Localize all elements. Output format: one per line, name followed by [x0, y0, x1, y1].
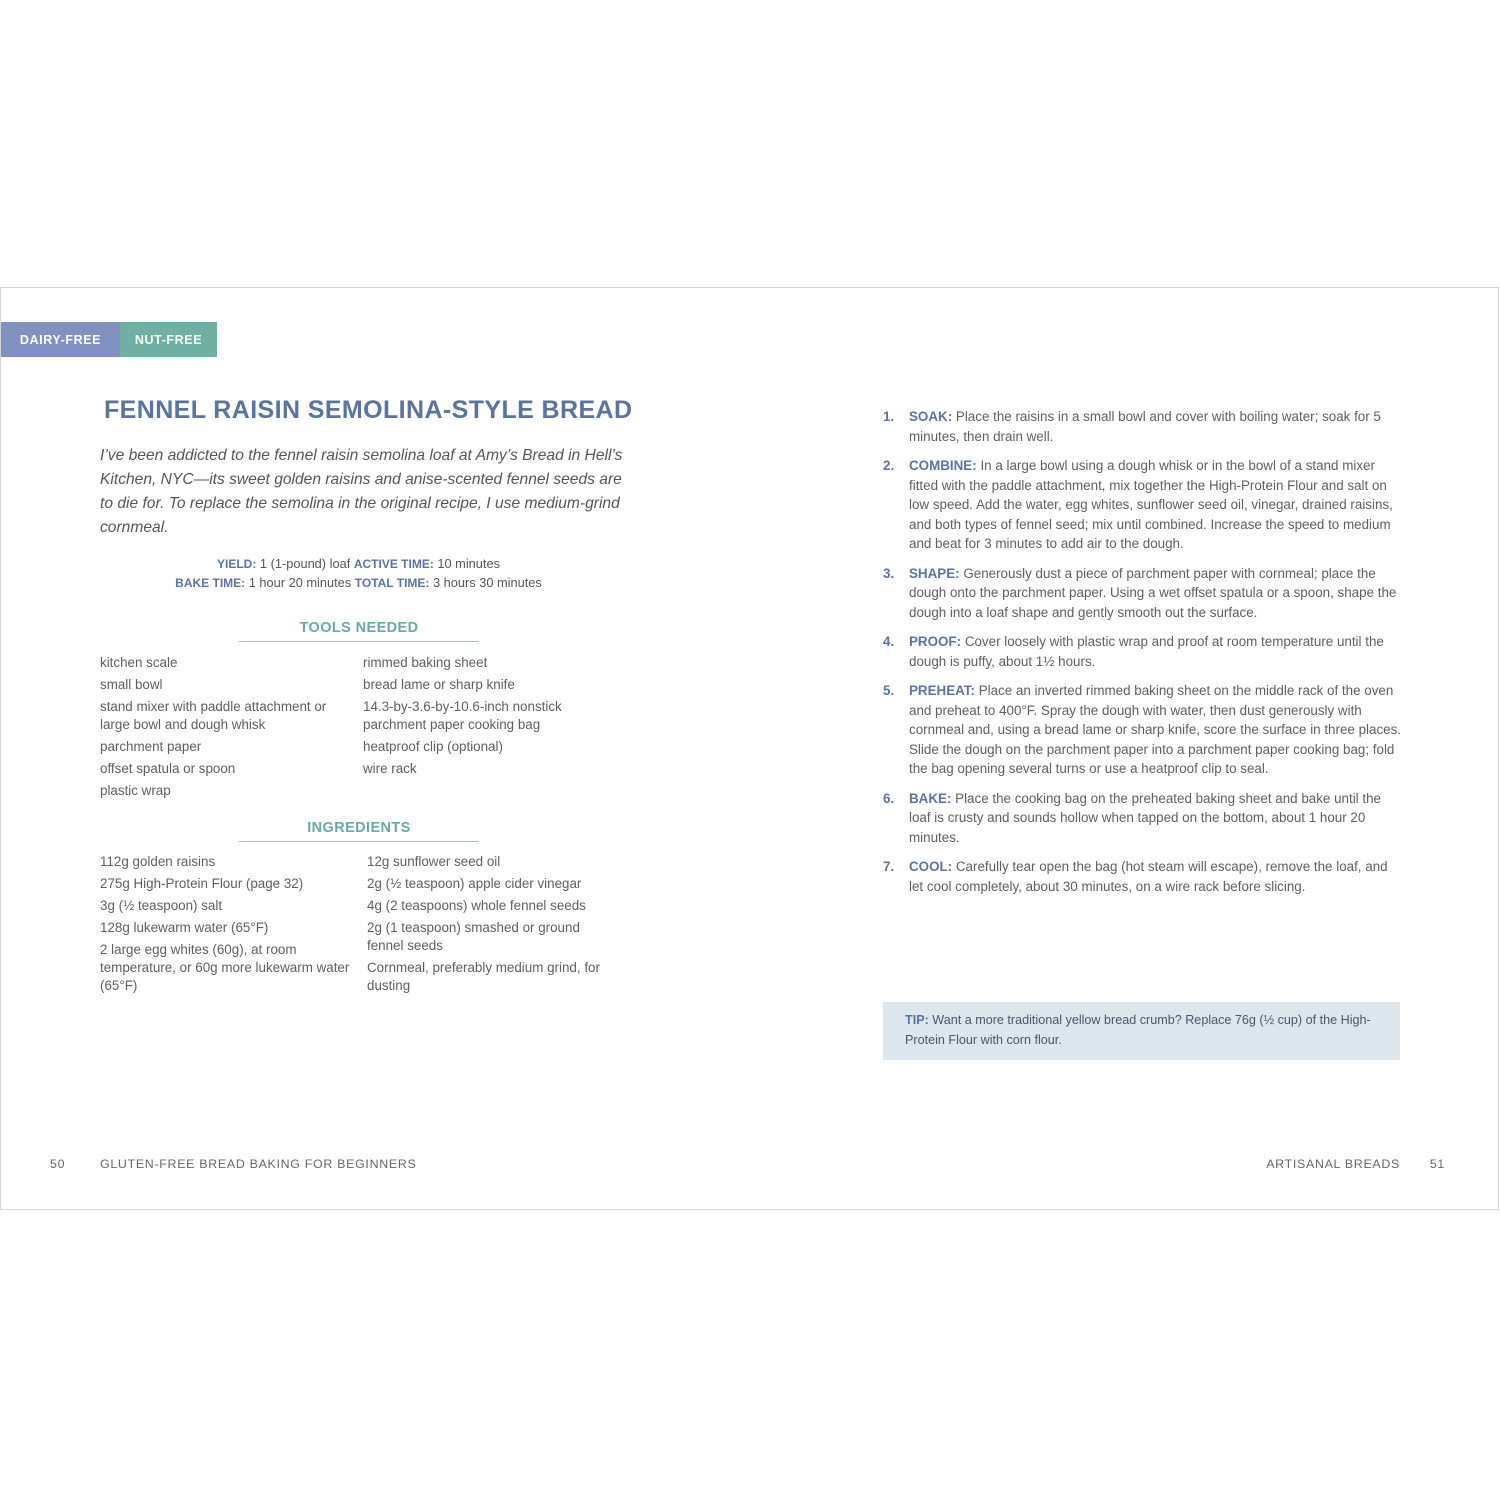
- ingredients-heading: INGREDIENTS: [239, 820, 479, 842]
- tool-item: bread lame or sharp knife: [363, 677, 515, 692]
- bake-time-label: BAKE TIME:: [175, 576, 246, 590]
- step-number: 1.: [883, 409, 895, 424]
- tool-item: wire rack: [363, 761, 417, 776]
- step-keyword: COMBINE:: [909, 458, 977, 473]
- tool-item: kitchen scale: [100, 655, 178, 670]
- ingredient-item: 2g (1 teaspoon) smashed or ground fennel seeds: [367, 920, 580, 953]
- ingredient-item: 275g High-Protein Flour (page 32): [100, 876, 304, 891]
- ingredients-list-left: [100, 853, 350, 999]
- step-cool: [883, 857, 1403, 896]
- step-soak: [883, 407, 1403, 446]
- step-proof: [883, 632, 1403, 671]
- total-time-value: 3 hours 30 minutes: [432, 575, 542, 590]
- tool-item: 14.3-by-3.6-by-10.6-inch nonstick parchment paper cooking bag: [363, 699, 562, 732]
- tip-label: TIP:: [905, 1013, 929, 1027]
- step-text: Place the raisins in a small bowl and cover with boiling water; soak for 5 minutes, then drain well.: [909, 409, 1381, 444]
- step-text: Cover loosely with plastic wrap and proof at room temperature until the dough is puffy, about 1½ hours.: [909, 634, 1384, 669]
- ingredient-item: 128g lukewarm water (65°F): [100, 920, 269, 935]
- step-number: 5.: [883, 683, 895, 698]
- step-keyword: SOAK:: [909, 409, 953, 424]
- step-number: 3.: [883, 565, 895, 581]
- step-keyword: PROOF:: [909, 634, 962, 649]
- step-text: Carefully tear open the bag (hot steam will escape), remove the loaf, and let cool completely, about 30 minutes, on a wire rack before slicing.: [909, 859, 1388, 894]
- tag-dairy-free: DAIRY-FREE: [1, 322, 120, 357]
- diet-tags: [1, 322, 217, 357]
- ingredient-item: 112g golden raisins: [100, 854, 216, 869]
- tip-text: Want a more traditional yellow bread crumb? Replace 76g (½ cup) of the High-Protein Flour with corn flour.: [905, 1013, 1371, 1047]
- tag-nut-free: NUT-FREE: [120, 322, 217, 357]
- yield-value: 1 (1-pound) loaf: [259, 556, 351, 571]
- step-text: In a large bowl using a dough whisk or in the bowl of a stand mixer fitted with the paddle attachment, mix together the High-Protein Flour and salt on low speed. Add the water, egg whites, sunflower seed oil, vinegar, drained raisins, and both types of fennel seed; mix until combined. Increase the speed to medium and beat for 3 minutes to add air to the dough.: [909, 458, 1393, 551]
- tool-item: small bowl: [100, 677, 163, 692]
- bake-time-value: 1 hour 20 minutes: [248, 575, 352, 590]
- meta-line-1: [101, 556, 616, 571]
- step-bake: [883, 789, 1403, 848]
- total-time-label: TOTAL TIME:: [354, 576, 430, 590]
- tool-item: stand mixer with paddle attachment or large bowl and dough whisk: [100, 699, 327, 732]
- tools-heading: TOOLS NEEDED: [239, 620, 479, 642]
- step-keyword: SHAPE:: [909, 565, 960, 581]
- ingredient-item: 2 large egg whites (60g), at room temperature, or 60g more lukewarm water (65°F): [100, 942, 350, 993]
- book-spread: [0, 287, 1499, 1210]
- left-page-number: 50: [50, 1157, 66, 1171]
- tool-item: parchment paper: [100, 739, 202, 754]
- ingredient-item: Cornmeal, preferably medium grind, for dusting: [367, 960, 600, 993]
- tool-item: heatproof clip (optional): [363, 739, 503, 754]
- ingredient-item: 4g (2 teaspoons) whole fennel seeds: [367, 898, 586, 913]
- section-title-footer: ARTISANAL BREADS: [1266, 1157, 1400, 1171]
- tool-item: rimmed baking sheet: [363, 655, 488, 670]
- method-steps: [883, 407, 1403, 906]
- recipe-title: FENNEL RAISIN SEMOLINA-STYLE BREAD: [104, 396, 633, 424]
- tools-list-left: [100, 654, 350, 804]
- step-preheat: [883, 681, 1403, 779]
- tool-item: plastic wrap: [100, 783, 171, 798]
- recipe-intro: I’ve been addicted to the fennel raisin semolina loaf at Amy’s Bread in Hell’s Kitchen, NYC—its sweet golden raisins and anise-scented fennel seeds are to die for. To replace the semolina in the original recipe, I use medium-grind cornmeal.: [100, 447, 623, 536]
- ingredient-item: 12g sunflower seed oil: [367, 854, 501, 869]
- step-keyword: COOL:: [909, 859, 953, 874]
- ingredients-list-right: [367, 853, 617, 999]
- ingredient-item: 3g (½ teaspoon) salt: [100, 898, 223, 913]
- step-text: Place an inverted rimmed baking sheet on the middle rack of the oven and preheat to 400°F. Spray the dough with water, then dust generously with cornmeal and, using a bread lame or sharp knife, score the surface in three places. Slide the dough on the parchment paper into a parchment paper cooking bag; fold the bag opening several turns or use a heatproof clip to seal.: [909, 683, 1402, 776]
- tip-box: [883, 1002, 1400, 1060]
- right-page-number: 51: [1429, 1157, 1445, 1171]
- step-number: 4.: [883, 634, 895, 649]
- meta-line-2: [101, 575, 616, 590]
- tool-item: offset spatula or spoon: [100, 761, 236, 776]
- step-number: 6.: [883, 790, 895, 806]
- step-text: Place the cooking bag on the preheated baking sheet and bake until the loaf is crusty and sounds hollow when tapped on the bottom, about 1 hour 20 minutes.: [909, 790, 1381, 845]
- step-number: 7.: [883, 859, 895, 874]
- step-shape: [883, 564, 1403, 623]
- active-time-value: 10 minutes: [437, 556, 500, 571]
- active-time-label: ACTIVE TIME:: [353, 557, 434, 571]
- step-keyword: BAKE:: [909, 790, 952, 806]
- step-text: Generously dust a piece of parchment paper with cornmeal; place the dough onto the parchment paper. Using a wet offset spatula or a spoon, shape the dough into a loaf shape and gently smooth out the surface.: [909, 565, 1397, 620]
- yield-label: YIELD:: [217, 557, 257, 571]
- book-title-footer: GLUTEN-FREE BREAD BAKING FOR BEGINNERS: [100, 1157, 417, 1171]
- step-number: 2.: [883, 458, 895, 473]
- tools-list-right: [363, 654, 613, 782]
- ingredient-item: 2g (½ teaspoon) apple cider vinegar: [367, 876, 582, 891]
- step-keyword: PREHEAT:: [909, 683, 975, 698]
- step-combine: [883, 456, 1403, 554]
